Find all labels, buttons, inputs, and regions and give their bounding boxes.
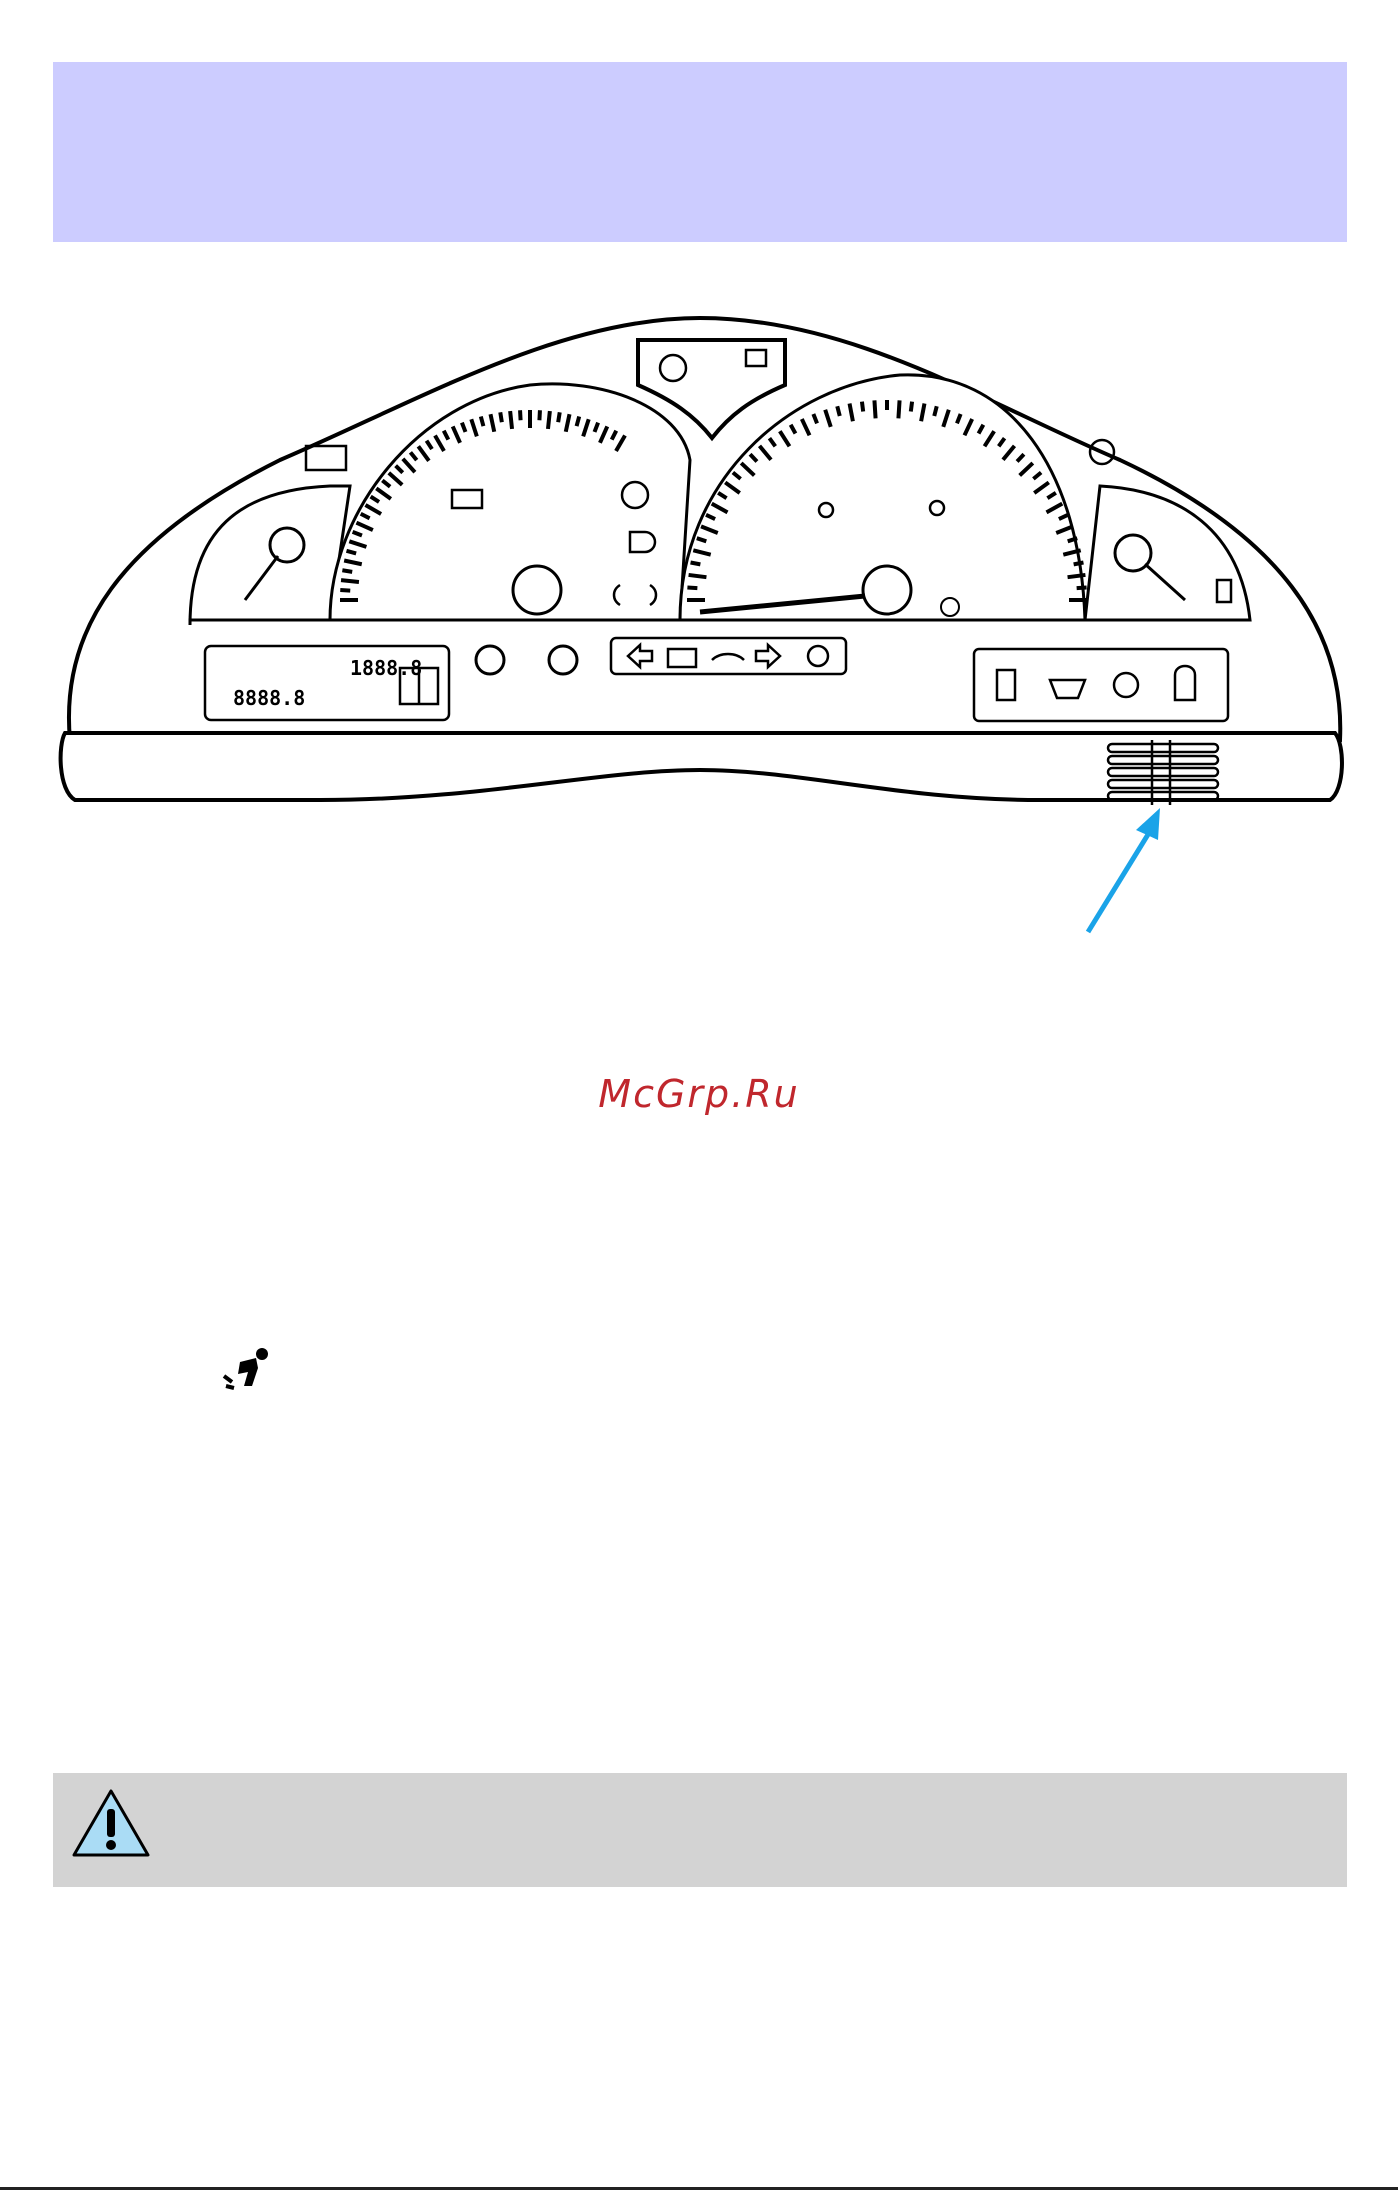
right-warning-box [974, 649, 1228, 721]
gauge-tick [340, 590, 350, 591]
gauge-tick [341, 580, 359, 582]
fuel-gauge-bezel [1085, 486, 1250, 620]
gauge-tick [520, 410, 521, 420]
trip-readout: 8888.8 [233, 686, 306, 710]
gauge-tick [874, 400, 875, 418]
gauge-tick [898, 400, 899, 418]
pointer-arrow [1088, 808, 1160, 932]
odometer-readout: 1888.8 [350, 656, 423, 680]
gauge-tick [500, 412, 502, 422]
gauge-tick [558, 412, 560, 422]
gauge-tick [481, 416, 484, 426]
warning-triangle-icon [71, 1787, 151, 1859]
gauge-tick [510, 411, 512, 429]
gauge-tick [837, 406, 839, 416]
gauge-tick [539, 410, 540, 420]
gauge-tick [1068, 575, 1086, 577]
gauge-tick [911, 402, 912, 412]
header-band [53, 62, 1347, 242]
instrument-cluster-figure [0, 300, 1398, 940]
gauge-tick [342, 570, 352, 572]
gauge-tick [934, 406, 936, 416]
gauge-tick [1074, 563, 1084, 565]
gauge-tick [548, 411, 550, 429]
warning-band [53, 1773, 1347, 1887]
passenger-airbag-icon [218, 1346, 274, 1396]
gauge-tick [691, 563, 701, 565]
gauge-tick [687, 587, 697, 588]
center-warning-strip [611, 638, 846, 674]
gauge-tick [577, 416, 580, 426]
gauge-tick [346, 551, 356, 554]
gauge-tick [689, 575, 707, 577]
gauge-tick [862, 402, 863, 412]
gauge-tick [1077, 587, 1087, 588]
watermark: McGrp.Ru [598, 1072, 800, 1116]
